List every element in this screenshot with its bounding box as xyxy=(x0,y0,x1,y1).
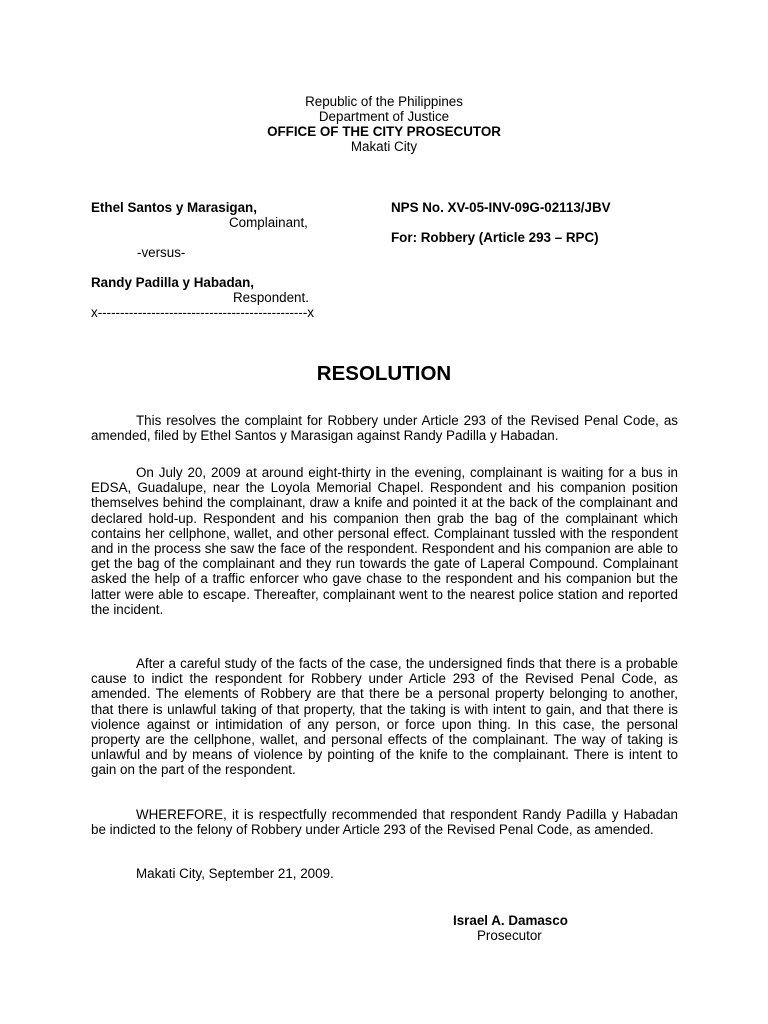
signatory-title: Prosecutor xyxy=(477,928,542,943)
header-department: Department of Justice xyxy=(318,109,450,124)
nps-number: NPS No. XV-05-INV-09G-02113/JBV xyxy=(391,200,611,215)
respondent-role: Respondent. xyxy=(233,290,309,305)
respondent-name: Randy Padilla y Habadan, xyxy=(91,275,254,290)
paragraph-recommendation: WHEREFORE, it is respectfully recommended that respondent Randy Padilla y Habadan be indicted to the felony of Robbery under Article 293 of the Revised Penal Code, as amended. xyxy=(91,807,678,838)
header-republic: Republic of the Philippines xyxy=(305,94,463,109)
complainant-role: Complainant, xyxy=(229,215,308,230)
caption-separator: x-----------------------------------------------x xyxy=(91,305,314,320)
paragraph-intro: This resolves the complaint for Robbery under Article 293 of the Revised Penal Code, as amended, filed by Ethel Santos y Marasigan against Randy Padilla y Habadan. xyxy=(91,413,678,444)
paragraph-facts: On July 20, 2009 at around eight-thirty in the evening, complainant is waiting for a bus in EDSA, Guadalupe, near the Loyola Memorial Chapel. Respondent and his companion position themselves behind the complainant, draw a knife and pointed it at the back of the complainant and declared hold-up. Respondent and his companion then grab the bag of the complainant which contains her cellphone, wallet, and other personal effect. Complainant tussled with the respondent and in the process she saw the face of the respondent. Respondent and his companion are able to get the bag of the complainant and they run towards the gate of Laperal Compound. Complainant asked the help of a traffic enforcer who gave chase to the respondent and his companion but the latter were able to escape. Thereafter, complainant went to the nearest police station and reported the incident. xyxy=(91,465,678,617)
page-title: RESOLUTION xyxy=(316,362,452,385)
charge-label: For: Robbery (Article 293 – RPC) xyxy=(391,230,599,245)
header-city: Makati City xyxy=(350,139,418,154)
paragraph-analysis: After a careful study of the facts of the case, the undersigned finds that there is a probable cause to indict the respondent for Robbery under Article 293 of the Revised Penal Code, as amended. The elements of Robbery are that there be a personal property belonging to another, that there is unlawful taking of that property, that the taking is with intent to gain, and that there is violence against or intimidation of any person, or force upon thing. In this case, the personal property are the cellphone, wallet, and personal effects of the complainant. The way of taking is unlawful and by means of violence by pointing of the knife to the complainant. There is intent to gain on the part of the respondent. xyxy=(91,656,678,778)
date-line: Makati City, September 21, 2009. xyxy=(136,866,334,881)
complainant-name: Ethel Santos y Marasigan, xyxy=(91,200,257,215)
header-office: OFFICE OF THE CITY PROSECUTOR xyxy=(267,124,501,139)
signatory-name: Israel A. Damasco xyxy=(453,913,568,928)
versus-label: -versus- xyxy=(137,245,186,260)
